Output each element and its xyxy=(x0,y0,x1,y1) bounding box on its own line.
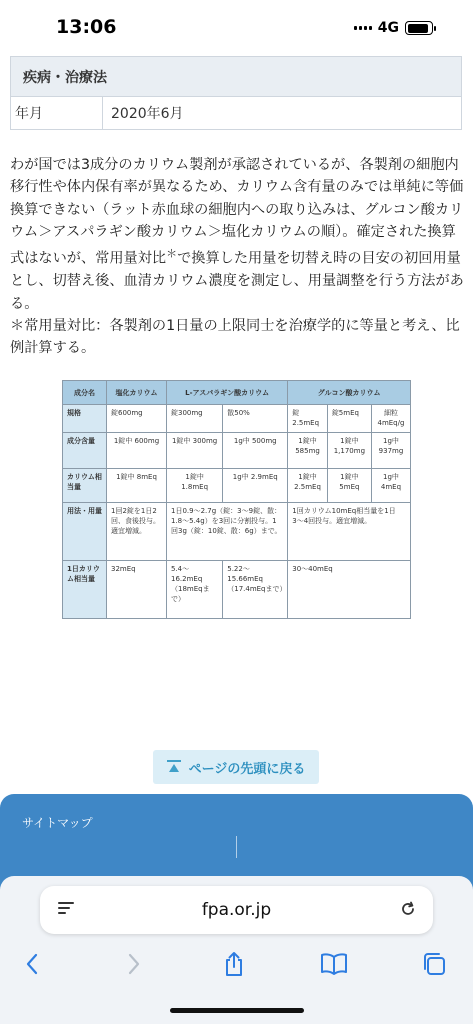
table-row xyxy=(63,469,411,503)
table-cell: 5.22〜15.66mEq（17.4mEqまで） xyxy=(223,561,288,619)
table-cell: 1錠中 5mEq xyxy=(327,469,371,503)
table-cell: 30〜40mEq xyxy=(288,561,411,619)
footer-divider xyxy=(236,836,237,858)
url-text: fpa.or.jp xyxy=(201,900,272,920)
table-cell: 1錠中 300mg xyxy=(167,433,223,469)
article-body xyxy=(10,154,466,359)
table-cell: 1g中 2.9mEq xyxy=(223,469,288,503)
body-note: ＊常用量対比：各製剤の1日量の上限同士を治療学的に等量と考え、比例計算する。 xyxy=(10,317,460,357)
body-text-part2: で換算した用量を切替え時の目安の初回用量とし、切替え後、血清カリウム濃度を測定し、用量調整を行う方法がある。 xyxy=(10,250,464,312)
forward-button[interactable] xyxy=(118,948,150,980)
table-row xyxy=(63,433,411,469)
row-label: 用法・用量 xyxy=(63,503,107,561)
book-icon xyxy=(320,953,348,975)
status-indicators xyxy=(354,20,433,36)
row-label: 成分含量 xyxy=(63,433,107,469)
tabs-button[interactable] xyxy=(418,948,450,980)
table-header-cell: 塩化カリウム xyxy=(107,381,167,405)
table-row xyxy=(63,405,411,433)
body-text-part1: わが国では3成分のカリウム製剤が承認されているが、各製剤の細胞内移行性や体内保有率が異なるため、カリウム含有量のみでは単純に等価換算できない（ラット赤血球の細胞内への取り込みは、グルコン酸カリウム＞アスパラギン酸カリウム＞塩化カリウムの順）。確定された換算式はないが、常用量対比 xyxy=(10,157,464,267)
arrow-up-icon xyxy=(167,760,181,774)
table-cell: 1日0.9〜2.7g（錠：3〜9錠、散：1.8〜5.4g）を3回に分割投与。1回3g（錠：10錠、散：6g）まで。 xyxy=(167,503,288,561)
info-row xyxy=(11,97,461,129)
signal-icon xyxy=(354,26,372,30)
table-cell: 錠300mg xyxy=(167,405,223,433)
table-cell: 1回カリウム10mEq相当量を1日3〜4回投与。適宜増減。 xyxy=(288,503,411,561)
sitemap-link[interactable]: サイトマップ xyxy=(22,816,93,830)
body-paragraph xyxy=(10,154,466,315)
info-header: 疾病・治療法 xyxy=(11,57,461,97)
back-to-top-button[interactable] xyxy=(153,750,319,784)
table-row xyxy=(63,503,411,561)
table-cell: 1g中 937mg xyxy=(371,433,410,469)
table-cell: 1錠中 2.5mEq xyxy=(288,469,328,503)
asterisk-mark: ＊ xyxy=(166,247,178,261)
table-row xyxy=(63,561,411,619)
row-label: 規格 xyxy=(63,405,107,433)
share-button[interactable] xyxy=(218,948,250,980)
tabs-icon xyxy=(422,952,446,976)
table-cell: 1錠中 600mg xyxy=(107,433,167,469)
table-cell: 1g中 500mg xyxy=(223,433,288,469)
network-label: 4G xyxy=(377,20,399,36)
table-cell: 1回2錠を1日2回、食後投与。適宜増減。 xyxy=(107,503,167,561)
table-cell: 錠2.5mEq xyxy=(288,405,328,433)
table-cell: 32mEq xyxy=(107,561,167,619)
row-label: 1日カリウム相当量 xyxy=(63,561,107,619)
comparison-table xyxy=(62,380,411,619)
status-bar xyxy=(0,0,473,52)
status-time: 13:06 xyxy=(56,16,117,38)
table-cell: 細粒 4mEq/g xyxy=(371,405,410,433)
share-icon xyxy=(223,951,245,977)
info-row-label: 年月 xyxy=(11,97,103,129)
battery-icon xyxy=(405,21,433,35)
chevron-right-icon xyxy=(127,953,141,975)
row-label: カリウム相当量 xyxy=(63,469,107,503)
table-header-cell: グルコン酸カリウム xyxy=(288,381,411,405)
browser-nav-toolbar xyxy=(0,942,473,986)
info-row-value: 2020年6月 xyxy=(111,106,184,122)
table-cell: 錠600mg xyxy=(107,405,167,433)
table-cell: 錠5mEq xyxy=(327,405,371,433)
table-cell: 散50% xyxy=(223,405,288,433)
table-header-row xyxy=(63,381,411,405)
table-cell: 1錠中 1,170mg xyxy=(327,433,371,469)
table-cell: 1錠中 585mg xyxy=(288,433,328,469)
table-header-cell: 成分名 xyxy=(63,381,107,405)
home-indicator xyxy=(170,1008,304,1013)
address-bar[interactable] xyxy=(40,886,433,934)
chevron-left-icon xyxy=(25,953,39,975)
table-cell: 1g中 4mEq xyxy=(371,469,410,503)
table-header-cell: L-アスパラギン酸カリウム xyxy=(167,381,288,405)
reload-icon[interactable] xyxy=(399,900,417,918)
back-to-top-label: ページの先頭に戻る xyxy=(188,761,306,777)
info-table xyxy=(10,56,462,130)
table-cell: 1錠中 8mEq xyxy=(107,469,167,503)
table-cell: 1錠中 1.8mEq xyxy=(167,469,223,503)
back-button[interactable] xyxy=(16,948,48,980)
table-cell: 5.4〜16.2mEq（18mEqまで） xyxy=(167,561,223,619)
bookmarks-button[interactable] xyxy=(318,948,350,980)
